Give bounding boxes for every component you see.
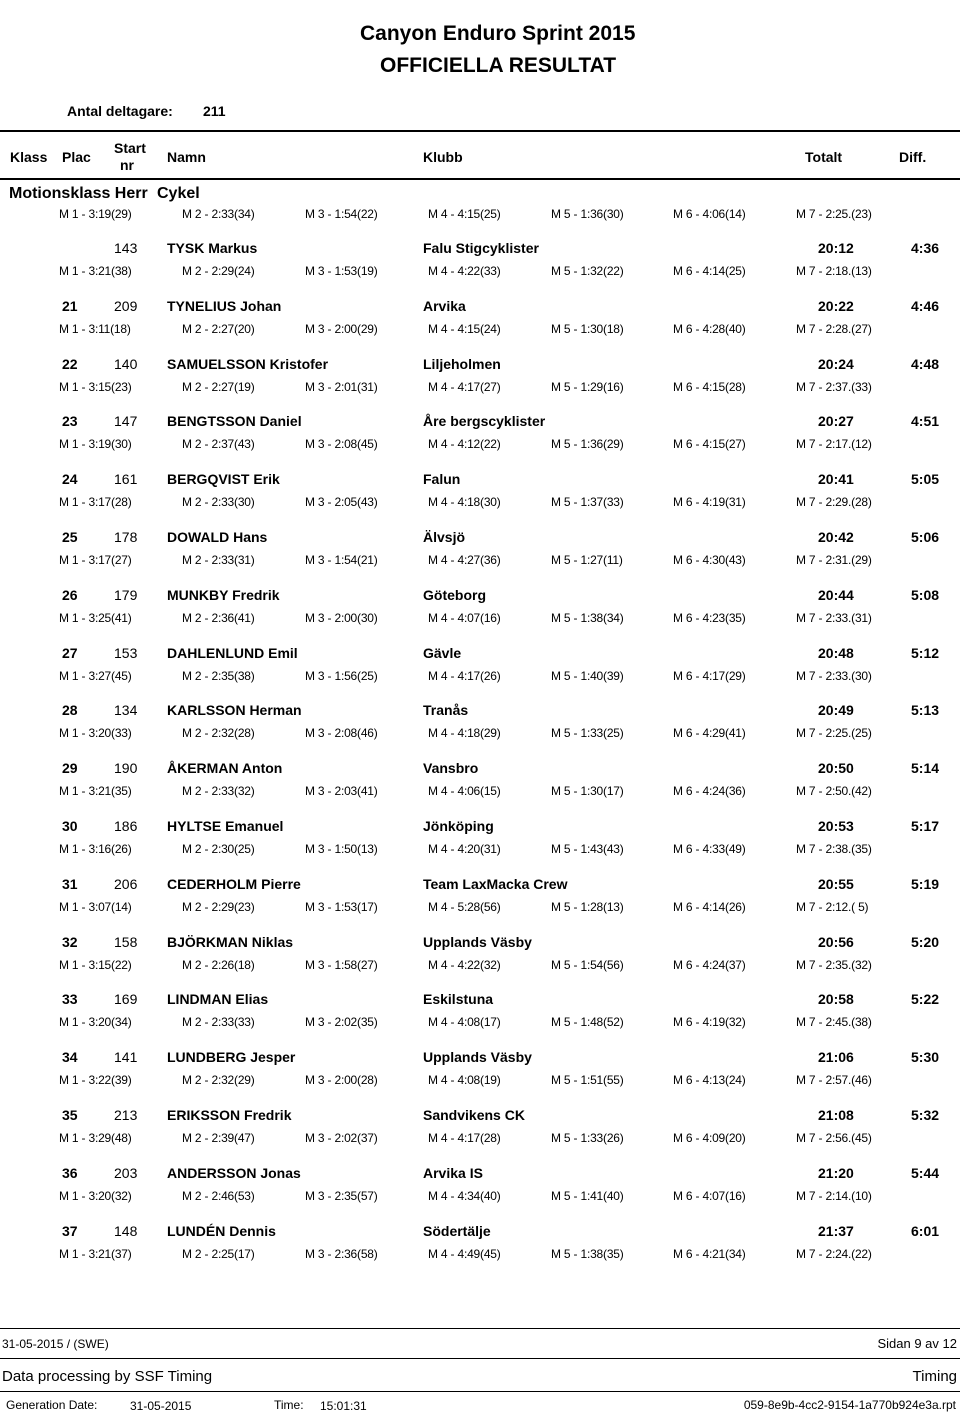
- entry-total: 20:12: [818, 240, 854, 256]
- entry-diff: 5:32: [911, 1107, 940, 1123]
- entry-diff: 5:06: [911, 529, 940, 545]
- entry-split-m7: M 7 - 2:18.(13): [796, 264, 872, 278]
- entry-start-nr: 190: [114, 760, 138, 776]
- entry-name: TYNELIUS Johan: [167, 298, 282, 314]
- entry-start-nr: 147: [114, 413, 138, 429]
- entry-total: 20:49: [818, 702, 854, 718]
- entry-split-m7: M 7 - 2:56.(45): [796, 1131, 872, 1145]
- entry-split-m3: M 3 - 2:01(31): [305, 380, 378, 394]
- entry-split-m5: M 5 - 1:37(33): [551, 495, 624, 509]
- entry-start-nr: 143: [114, 240, 138, 256]
- entry-club: Jönköping: [423, 818, 494, 834]
- entry-split-m4: M 4 - 4:15(24): [428, 322, 501, 336]
- entry-split-m2: M 2 - 2:39(47): [182, 1131, 255, 1145]
- entry-split-m7: M 7 - 2:50.(42): [796, 784, 872, 798]
- entry-split-m2: M 2 - 2:27(20): [182, 322, 255, 336]
- entry-split-m1: M 1 - 3:15(22): [59, 958, 132, 972]
- entry-split-m5: M 5 - 1:30(17): [551, 784, 624, 798]
- entry-split-m6: M 6 - 4:29(41): [673, 726, 746, 740]
- footer-mid-rule: [0, 1358, 960, 1359]
- entry-split-m4: M 4 - 4:17(27): [428, 380, 501, 394]
- entry-split-m4: M 4 - 4:17(26): [428, 669, 501, 683]
- entry-club: Liljeholmen: [423, 356, 501, 372]
- entry-split-m1: M 1 - 3:17(28): [59, 495, 132, 509]
- col-klass: Klass: [10, 149, 48, 165]
- entry-total: 20:50: [818, 760, 854, 776]
- entry-split-m3: M 3 - 2:00(30): [305, 611, 378, 625]
- entry-split-m7: M 7 - 2:33.(31): [796, 611, 872, 625]
- entry-split-m4: M 4 - 4:27(36): [428, 553, 501, 567]
- entry-split-m3: M 3 - 1:58(27): [305, 958, 378, 972]
- entry-plac: 29: [62, 760, 78, 776]
- entry-split-m1: M 1 - 3:15(23): [59, 380, 132, 394]
- entry-split-m4: M 4 - 4:07(16): [428, 611, 501, 625]
- entry-name: KARLSSON Herman: [167, 702, 302, 718]
- entry-total: 21:06: [818, 1049, 854, 1065]
- entry-name: DAHLENLUND Emil: [167, 645, 298, 661]
- entry-diff: 5:14: [911, 760, 940, 776]
- entry-name: ERIKSSON Fredrik: [167, 1107, 292, 1123]
- entry-split-m5: M 5 - 1:33(25): [551, 726, 624, 740]
- entry-diff: 6:01: [911, 1223, 940, 1239]
- entry-start-nr: 148: [114, 1223, 138, 1239]
- entry-split-m7: M 7 - 2:12.( 5): [796, 900, 869, 914]
- entry-name: LUNDBERG Jesper: [167, 1049, 296, 1065]
- entry-split-m6: M 6 - 4:09(20): [673, 1131, 746, 1145]
- footer-top-rule: [0, 1328, 960, 1329]
- entry-split-m2: M 2 - 2:33(32): [182, 784, 255, 798]
- entry-club: Arvika IS: [423, 1165, 483, 1181]
- entry-name: DOWALD Hans: [167, 529, 268, 545]
- entry-split-m5: M 5 - 1:28(13): [551, 900, 624, 914]
- entry-start-nr: 140: [114, 356, 138, 372]
- entry-split-m2: M 2 - 2:33(31): [182, 553, 255, 567]
- entry-split-m7: M 7 - 2:38.(35): [796, 842, 872, 856]
- entry-plac: 28: [62, 702, 78, 718]
- entry-split-m3: M 3 - 2:00(28): [305, 1073, 378, 1087]
- entry-split-m7: M 7 - 2:31.(29): [796, 553, 872, 567]
- entry-plac: 34: [62, 1049, 78, 1065]
- entry-split-m4: M 4 - 4:34(40): [428, 1189, 501, 1203]
- entry-start-nr: 206: [114, 876, 138, 892]
- entry-split-m6: M 6 - 4:19(31): [673, 495, 746, 509]
- col-diff: Diff.: [899, 149, 927, 165]
- entry-name: ANDERSSON Jonas: [167, 1165, 301, 1181]
- split-m6: M 6 - 4:06(14): [673, 207, 746, 221]
- entry-diff: 5:08: [911, 587, 940, 603]
- entry-split-m6: M 6 - 4:33(49): [673, 842, 746, 856]
- entry-plac: 36: [62, 1165, 78, 1181]
- entry-split-m7: M 7 - 2:29.(28): [796, 495, 872, 509]
- entry-split-m6: M 6 - 4:15(28): [673, 380, 746, 394]
- entry-split-m5: M 5 - 1:43(43): [551, 842, 624, 856]
- entry-split-m2: M 2 - 2:33(30): [182, 495, 255, 509]
- entry-split-m1: M 1 - 3:20(34): [59, 1015, 132, 1029]
- entry-total: 21:37: [818, 1223, 854, 1239]
- entry-name: LUNDÉN Dennis: [167, 1223, 276, 1239]
- entry-split-m5: M 5 - 1:30(18): [551, 322, 624, 336]
- entry-plac: 23: [62, 413, 78, 429]
- entry-split-m5: M 5 - 1:54(56): [551, 958, 624, 972]
- entry-diff: 4:46: [911, 298, 940, 314]
- entry-name: SAMUELSSON Kristofer: [167, 356, 329, 372]
- entry-plac: 27: [62, 645, 78, 661]
- entry-start-nr: 169: [114, 991, 138, 1007]
- entry-split-m5: M 5 - 1:29(16): [551, 380, 624, 394]
- entry-split-m1: M 1 - 3:25(41): [59, 611, 132, 625]
- entry-start-nr: 186: [114, 818, 138, 834]
- entry-split-m6: M 6 - 4:24(36): [673, 784, 746, 798]
- entry-split-m7: M 7 - 2:24.(22): [796, 1247, 872, 1261]
- entry-split-m2: M 2 - 2:36(41): [182, 611, 255, 625]
- entry-split-m1: M 1 - 3:27(45): [59, 669, 132, 683]
- entry-club: Upplands Väsby: [423, 934, 532, 950]
- entry-start-nr: 161: [114, 471, 138, 487]
- entry-split-m3: M 3 - 1:53(17): [305, 900, 378, 914]
- footer-timing: Timing: [912, 1368, 957, 1385]
- entry-split-m3: M 3 - 2:02(35): [305, 1015, 378, 1029]
- participants-value: 211: [203, 103, 226, 119]
- entry-name: HYLTSE Emanuel: [167, 818, 284, 834]
- entry-split-m6: M 6 - 4:15(27): [673, 437, 746, 451]
- entry-plac: 25: [62, 529, 78, 545]
- entry-split-m3: M 3 - 1:54(21): [305, 553, 378, 567]
- entry-split-m2: M 2 - 2:27(19): [182, 380, 255, 394]
- entry-total: 20:48: [818, 645, 854, 661]
- entry-diff: 4:36: [911, 240, 940, 256]
- entry-split-m1: M 1 - 3:20(33): [59, 726, 132, 740]
- participants-label: Antal deltagare:: [67, 103, 173, 119]
- entry-total: 21:08: [818, 1107, 854, 1123]
- section-klass: Motionsklass Herr: [9, 185, 148, 202]
- entry-club: Gävle: [423, 645, 462, 661]
- entry-split-m2: M 2 - 2:46(53): [182, 1189, 255, 1203]
- entry-total: 20:22: [818, 298, 854, 314]
- entry-club: Åre bergscyklister: [423, 413, 546, 429]
- entry-plac: 37: [62, 1223, 78, 1239]
- entry-split-m7: M 7 - 2:25.(25): [796, 726, 872, 740]
- entry-split-m2: M 2 - 2:29(23): [182, 900, 255, 914]
- entry-split-m1: M 1 - 3:07(14): [59, 900, 132, 914]
- entry-club: Sandvikens CK: [423, 1107, 525, 1123]
- entry-split-m2: M 2 - 2:37(43): [182, 437, 255, 451]
- entry-diff: 5:20: [911, 934, 940, 950]
- entry-diff: 5:22: [911, 991, 940, 1007]
- footer-generation-label: Generation Date:: [6, 1398, 98, 1412]
- entry-diff: 5:17: [911, 818, 940, 834]
- entry-total: 20:42: [818, 529, 854, 545]
- entry-split-m5: M 5 - 1:48(52): [551, 1015, 624, 1029]
- entry-split-m1: M 1 - 3:21(38): [59, 264, 132, 278]
- entry-start-nr: 158: [114, 934, 138, 950]
- footer-bottom-rule: [0, 1391, 960, 1392]
- entry-split-m4: M 4 - 4:18(29): [428, 726, 501, 740]
- entry-club: Falu Stigcyklister: [423, 240, 539, 256]
- entry-diff: 5:19: [911, 876, 940, 892]
- entry-split-m7: M 7 - 2:17.(12): [796, 437, 872, 451]
- entry-split-m6: M 6 - 4:13(24): [673, 1073, 746, 1087]
- footer-date-lang: 31-05-2015 / (SWE): [2, 1337, 109, 1351]
- entry-split-m6: M 6 - 4:28(40): [673, 322, 746, 336]
- entry-total: 21:20: [818, 1165, 854, 1181]
- entry-start-nr: 134: [114, 702, 138, 718]
- entry-split-m6: M 6 - 4:30(43): [673, 553, 746, 567]
- entry-split-m2: M 2 - 2:35(38): [182, 669, 255, 683]
- entry-plac: 21: [62, 298, 78, 314]
- entry-name: BENGTSSON Daniel: [167, 413, 302, 429]
- entry-start-nr: 209: [114, 298, 138, 314]
- entry-split-m3: M 3 - 2:36(58): [305, 1247, 378, 1261]
- entry-split-m7: M 7 - 2:14.(10): [796, 1189, 872, 1203]
- col-klubb: Klubb: [423, 149, 463, 165]
- header-bottom-rule: [0, 178, 960, 180]
- split-m1: M 1 - 3:19(29): [59, 207, 132, 221]
- entry-split-m3: M 3 - 1:50(13): [305, 842, 378, 856]
- entry-split-m4: M 4 - 4:20(31): [428, 842, 501, 856]
- entry-name: BERGQVIST Erik: [167, 471, 280, 487]
- entry-club: Upplands Väsby: [423, 1049, 532, 1065]
- entry-start-nr: 178: [114, 529, 138, 545]
- entry-club: Vansbro: [423, 760, 479, 776]
- header-top-rule: [0, 130, 960, 132]
- entry-club: Tranås: [423, 702, 469, 718]
- footer-time-label: Time:: [274, 1398, 304, 1412]
- entry-total: 20:27: [818, 413, 854, 429]
- entry-split-m5: M 5 - 1:36(29): [551, 437, 624, 451]
- entry-plac: 24: [62, 471, 78, 487]
- entry-split-m3: M 3 - 2:08(45): [305, 437, 378, 451]
- entry-plac: 22: [62, 356, 78, 372]
- col-nr: nr: [120, 157, 134, 173]
- split-m2: M 2 - 2:33(34): [182, 207, 255, 221]
- entry-diff: 4:48: [911, 356, 940, 372]
- entry-split-m3: M 3 - 2:02(37): [305, 1131, 378, 1145]
- entry-total: 20:24: [818, 356, 854, 372]
- entry-split-m2: M 2 - 2:29(24): [182, 264, 255, 278]
- entry-split-m4: M 4 - 4:18(30): [428, 495, 501, 509]
- report-subtitle: OFFICIELLA RESULTAT: [380, 54, 617, 77]
- entry-club: Falun: [423, 471, 461, 487]
- entry-diff: 5:30: [911, 1049, 940, 1065]
- entry-split-m2: M 2 - 2:25(17): [182, 1247, 255, 1261]
- entry-split-m4: M 4 - 4:17(28): [428, 1131, 501, 1145]
- entry-split-m7: M 7 - 2:33.(30): [796, 669, 872, 683]
- entry-split-m1: M 1 - 3:17(27): [59, 553, 132, 567]
- entry-diff: 5:05: [911, 471, 940, 487]
- entry-split-m2: M 2 - 2:30(25): [182, 842, 255, 856]
- entry-split-m4: M 4 - 4:22(32): [428, 958, 501, 972]
- col-start: Start: [114, 140, 146, 156]
- entry-split-m3: M 3 - 1:53(19): [305, 264, 378, 278]
- entry-name: CEDERHOLM Pierre: [167, 876, 301, 892]
- split-m7: M 7 - 2:25.(23): [796, 207, 872, 221]
- entry-plac: 33: [62, 991, 78, 1007]
- entry-split-m3: M 3 - 2:03(41): [305, 784, 378, 798]
- col-plac: Plac: [62, 149, 91, 165]
- entry-total: 20:53: [818, 818, 854, 834]
- entry-split-m7: M 7 - 2:45.(38): [796, 1015, 872, 1029]
- entry-plac: 26: [62, 587, 78, 603]
- entry-club: Team LaxMacka Crew: [423, 876, 568, 892]
- entry-split-m5: M 5 - 1:51(55): [551, 1073, 624, 1087]
- entry-split-m6: M 6 - 4:14(26): [673, 900, 746, 914]
- entry-split-m2: M 2 - 2:33(33): [182, 1015, 255, 1029]
- entry-split-m6: M 6 - 4:17(29): [673, 669, 746, 683]
- entry-start-nr: 141: [114, 1049, 138, 1065]
- entry-split-m2: M 2 - 2:32(29): [182, 1073, 255, 1087]
- entry-name: LINDMAN Elias: [167, 991, 269, 1007]
- report-title: Canyon Enduro Sprint 2015: [360, 22, 636, 45]
- col-totalt: Totalt: [805, 149, 843, 165]
- entry-total: 20:55: [818, 876, 854, 892]
- entry-diff: 5:44: [911, 1165, 940, 1181]
- entry-diff: 4:51: [911, 413, 940, 429]
- entry-split-m4: M 4 - 4:49(45): [428, 1247, 501, 1261]
- entry-start-nr: 153: [114, 645, 138, 661]
- entry-split-m7: M 7 - 2:57.(46): [796, 1073, 872, 1087]
- entry-diff: 5:13: [911, 702, 940, 718]
- entry-split-m4: M 4 - 4:08(19): [428, 1073, 501, 1087]
- entry-start-nr: 203: [114, 1165, 138, 1181]
- entry-split-m3: M 3 - 2:05(43): [305, 495, 378, 509]
- entry-split-m2: M 2 - 2:32(28): [182, 726, 255, 740]
- entry-split-m3: M 3 - 2:35(57): [305, 1189, 378, 1203]
- split-m5: M 5 - 1:36(30): [551, 207, 624, 221]
- entry-name: ÅKERMAN Anton: [167, 760, 283, 776]
- entry-split-m1: M 1 - 3:21(35): [59, 784, 132, 798]
- entry-plac: 31: [62, 876, 78, 892]
- entry-name: MUNKBY Fredrik: [167, 587, 280, 603]
- entry-split-m2: M 2 - 2:26(18): [182, 958, 255, 972]
- entry-split-m1: M 1 - 3:29(48): [59, 1131, 132, 1145]
- entry-club: Älvsjö: [423, 529, 466, 545]
- entry-split-m1: M 1 - 3:11(18): [59, 322, 131, 336]
- entry-split-m6: M 6 - 4:07(16): [673, 1189, 746, 1203]
- entry-split-m3: M 3 - 2:08(46): [305, 726, 378, 740]
- section-name: Cykel: [157, 185, 200, 202]
- entry-plac: 32: [62, 934, 78, 950]
- entry-split-m1: M 1 - 3:20(32): [59, 1189, 132, 1203]
- entry-split-m5: M 5 - 1:32(22): [551, 264, 624, 278]
- split-m4: M 4 - 4:15(25): [428, 207, 501, 221]
- footer-page: Sidan 9 av 12: [877, 1336, 957, 1351]
- footer-processing: Data processing by SSF Timing: [2, 1368, 213, 1385]
- entry-plac: 35: [62, 1107, 78, 1123]
- entry-split-m6: M 6 - 4:21(34): [673, 1247, 746, 1261]
- footer-generation-value: 31-05-2015: [130, 1399, 192, 1413]
- entry-plac: 30: [62, 818, 78, 834]
- entry-total: 20:56: [818, 934, 854, 950]
- entry-split-m4: M 4 - 5:28(56): [428, 900, 501, 914]
- entry-club: Eskilstuna: [423, 991, 494, 1007]
- entry-split-m6: M 6 - 4:14(25): [673, 264, 746, 278]
- entry-split-m4: M 4 - 4:22(33): [428, 264, 501, 278]
- entry-split-m7: M 7 - 2:35.(32): [796, 958, 872, 972]
- entry-split-m6: M 6 - 4:24(37): [673, 958, 746, 972]
- entry-total: 20:44: [818, 587, 854, 603]
- footer-file: 059-8e9b-4cc2-9154-1a770b924e3a.rpt: [743, 1398, 956, 1412]
- entry-name: BJÖRKMAN Niklas: [167, 934, 294, 950]
- entry-split-m6: M 6 - 4:19(32): [673, 1015, 746, 1029]
- entry-split-m5: M 5 - 1:41(40): [551, 1189, 624, 1203]
- entry-start-nr: 213: [114, 1107, 138, 1123]
- entry-split-m5: M 5 - 1:38(35): [551, 1247, 624, 1261]
- entry-split-m5: M 5 - 1:33(26): [551, 1131, 624, 1145]
- entry-total: 20:41: [818, 471, 854, 487]
- entry-split-m5: M 5 - 1:27(11): [551, 553, 623, 567]
- entry-split-m5: M 5 - 1:38(34): [551, 611, 624, 625]
- entry-split-m3: M 3 - 1:56(25): [305, 669, 378, 683]
- entry-name: TYSK Markus: [167, 240, 258, 256]
- entry-split-m5: M 5 - 1:40(39): [551, 669, 624, 683]
- entry-split-m3: M 3 - 2:00(29): [305, 322, 378, 336]
- entry-split-m4: M 4 - 4:06(15): [428, 784, 501, 798]
- entry-split-m4: M 4 - 4:08(17): [428, 1015, 501, 1029]
- entry-split-m7: M 7 - 2:37.(33): [796, 380, 872, 394]
- entry-club: Göteborg: [423, 587, 486, 603]
- footer-time-value: 15:01:31: [320, 1399, 367, 1413]
- entry-split-m1: M 1 - 3:22(39): [59, 1073, 132, 1087]
- entry-diff: 5:12: [911, 645, 940, 661]
- entry-split-m6: M 6 - 4:23(35): [673, 611, 746, 625]
- entry-club: Arvika: [423, 298, 466, 314]
- entry-split-m1: M 1 - 3:19(30): [59, 437, 132, 451]
- entry-split-m1: M 1 - 3:21(37): [59, 1247, 132, 1261]
- entry-club: Södertälje: [423, 1223, 491, 1239]
- entry-split-m4: M 4 - 4:12(22): [428, 437, 501, 451]
- entry-total: 20:58: [818, 991, 854, 1007]
- split-m3: M 3 - 1:54(22): [305, 207, 378, 221]
- col-namn: Namn: [167, 149, 206, 165]
- entry-split-m7: M 7 - 2:28.(27): [796, 322, 872, 336]
- entry-start-nr: 179: [114, 587, 138, 603]
- entry-split-m1: M 1 - 3:16(26): [59, 842, 132, 856]
